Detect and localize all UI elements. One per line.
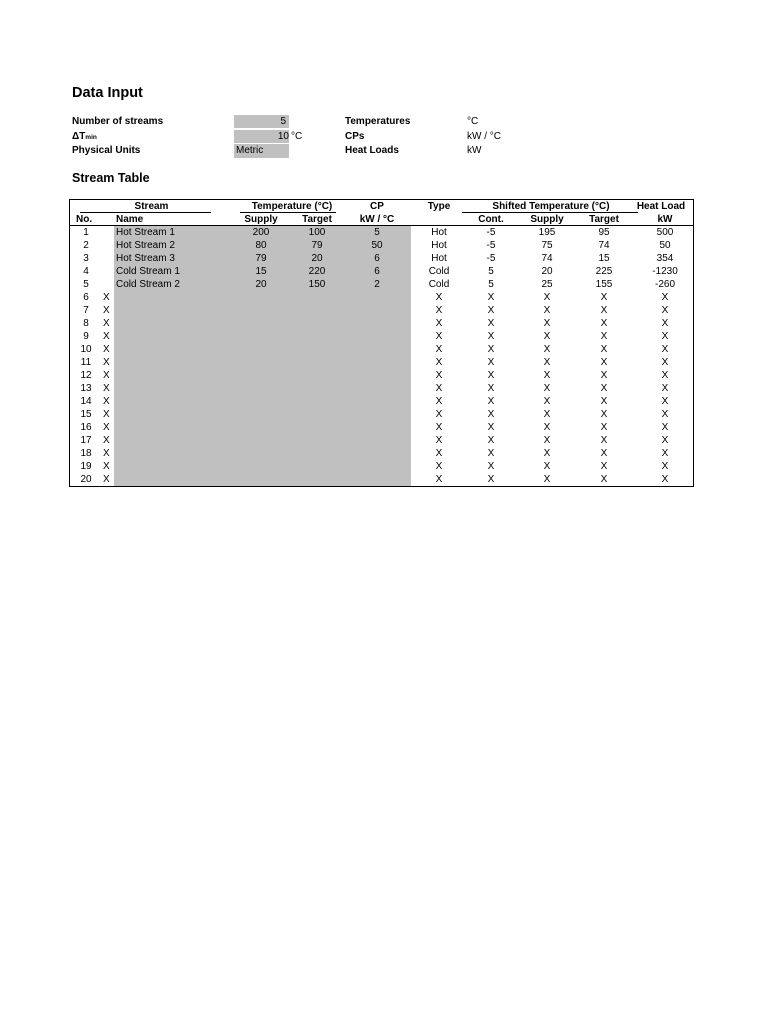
row-shifted-target: X — [600, 461, 608, 472]
row-heat-load: -260 — [654, 279, 675, 290]
row-shifted-supply: X — [543, 396, 551, 407]
row-cont: X — [487, 461, 495, 472]
row-name[interactable]: Hot Stream 2 — [116, 240, 175, 251]
row-cont: X — [487, 370, 495, 381]
row-name[interactable]: X — [103, 305, 110, 316]
row-target[interactable] — [292, 369, 342, 382]
row-name[interactable]: X — [103, 357, 110, 368]
row-supply[interactable] — [236, 356, 286, 369]
row-shifted-supply: 74 — [541, 253, 553, 264]
row-supply[interactable] — [236, 382, 286, 395]
row-shifted-target: X — [600, 370, 608, 381]
row-supply[interactable] — [236, 304, 286, 317]
row-type: X — [435, 461, 443, 472]
row-target[interactable] — [292, 304, 342, 317]
number-of-streams-input[interactable]: 5 — [234, 115, 289, 128]
dtmin-subscript: min — [85, 134, 97, 141]
row-type: X — [435, 383, 443, 394]
row-supply[interactable]: 80 — [255, 240, 267, 251]
row-cont: X — [487, 435, 495, 446]
row-supply[interactable]: 15 — [255, 266, 267, 277]
row-no: 13 — [80, 383, 92, 394]
row-supply[interactable] — [236, 434, 286, 447]
row-heat-load: X — [661, 318, 669, 329]
row-type: X — [435, 344, 443, 355]
row-shifted-target: 155 — [595, 279, 613, 290]
row-heat-load: X — [661, 474, 669, 485]
row-supply[interactable] — [236, 343, 286, 356]
header-no: No. — [76, 214, 93, 225]
row-shifted-supply: X — [543, 435, 551, 446]
row-supply[interactable] — [236, 317, 286, 330]
row-cp[interactable] — [352, 473, 402, 486]
number-of-streams-label: Number of streams — [72, 116, 164, 127]
row-target[interactable]: 100 — [308, 227, 326, 238]
row-shifted-target: 225 — [595, 266, 613, 277]
row-target[interactable]: 220 — [308, 266, 326, 277]
row-shifted-supply: X — [543, 448, 551, 459]
row-type: X — [435, 318, 443, 329]
row-heat-load: X — [661, 357, 669, 368]
row-no: 2 — [83, 240, 89, 251]
row-target[interactable] — [292, 330, 342, 343]
header-cont: Cont. — [478, 214, 504, 225]
row-target[interactable] — [292, 473, 342, 486]
row-heat-load: X — [661, 396, 669, 407]
header-cp: CP — [370, 201, 384, 212]
physical-units-input[interactable]: Metric — [234, 144, 289, 158]
row-cp[interactable] — [352, 460, 402, 473]
cps-label: CPs — [345, 131, 365, 142]
row-cp[interactable] — [352, 382, 402, 395]
header-cp-unit: kW / °C — [359, 214, 395, 225]
row-no: 4 — [83, 266, 89, 277]
row-shifted-target: 74 — [598, 240, 610, 251]
row-target[interactable] — [292, 395, 342, 408]
row-cont: X — [487, 318, 495, 329]
row-name[interactable]: Cold Stream 1 — [116, 266, 180, 277]
row-shifted-target: X — [600, 344, 608, 355]
row-heat-load: 354 — [656, 253, 674, 264]
row-cp[interactable] — [352, 356, 402, 369]
row-cont: X — [487, 409, 495, 420]
row-supply[interactable]: 20 — [255, 279, 267, 290]
row-heat-load: 500 — [656, 227, 674, 238]
row-cp[interactable] — [352, 408, 402, 421]
header-supply: Supply — [244, 214, 278, 225]
row-target[interactable] — [292, 408, 342, 421]
heat-loads-label: Heat Loads — [345, 145, 399, 156]
row-target[interactable] — [292, 447, 342, 460]
row-shifted-supply: X — [543, 331, 551, 342]
row-shifted-supply: X — [543, 344, 551, 355]
row-no: 10 — [80, 344, 92, 355]
row-type: Hot — [431, 227, 447, 238]
row-no: 18 — [80, 448, 92, 459]
row-cont: 5 — [488, 266, 494, 277]
row-name[interactable]: X — [103, 383, 110, 394]
row-no: 1 — [83, 227, 89, 238]
header-target: Target — [302, 214, 332, 225]
row-name[interactable]: Hot Stream 3 — [116, 253, 175, 264]
row-heat-load: X — [661, 422, 669, 433]
row-supply[interactable] — [236, 421, 286, 434]
temperatures-label: Temperatures — [345, 116, 411, 127]
row-target[interactable] — [292, 356, 342, 369]
row-no: 6 — [83, 292, 89, 303]
row-cp[interactable] — [352, 291, 402, 304]
stream-header-underline — [80, 212, 211, 213]
dtmin-label — [72, 131, 97, 142]
row-type: X — [435, 435, 443, 446]
header-name: Name — [116, 214, 144, 225]
row-name[interactable]: X — [103, 448, 110, 459]
row-shifted-supply: X — [543, 370, 551, 381]
row-no: 5 — [83, 279, 89, 290]
row-shifted-target: X — [600, 318, 608, 329]
row-name[interactable]: Hot Stream 1 — [116, 227, 175, 238]
row-name[interactable]: X — [103, 474, 110, 485]
row-no: 3 — [83, 253, 89, 264]
row-type: Cold — [428, 266, 450, 277]
row-supply[interactable] — [236, 408, 286, 421]
row-type: X — [435, 474, 443, 485]
row-shifted-target: X — [600, 383, 608, 394]
row-cp[interactable] — [352, 447, 402, 460]
header-type: Type — [427, 201, 451, 212]
row-shifted-supply: X — [543, 357, 551, 368]
row-cp[interactable] — [352, 304, 402, 317]
row-target[interactable]: 150 — [308, 279, 326, 290]
row-cont: -5 — [486, 253, 496, 264]
row-shifted-target: X — [600, 357, 608, 368]
stream-table-title: Stream Table — [72, 171, 150, 185]
cps-unit: kW / °C — [467, 131, 501, 142]
row-cont: X — [487, 305, 495, 316]
row-heat-load: 50 — [659, 240, 671, 251]
dtmin-input[interactable]: 10 — [234, 130, 289, 143]
row-target[interactable]: 79 — [311, 240, 323, 251]
row-cp[interactable] — [352, 330, 402, 343]
row-shifted-supply: X — [543, 461, 551, 472]
row-shifted-supply: X — [543, 305, 551, 316]
header-heat-load: Heat Load — [636, 201, 686, 212]
row-cont: 5 — [488, 279, 494, 290]
row-cont: X — [487, 422, 495, 433]
row-shifted-target: 15 — [598, 253, 610, 264]
row-no: 7 — [83, 305, 89, 316]
page-title: Data Input — [72, 85, 143, 101]
row-supply[interactable]: 200 — [252, 227, 270, 238]
row-cont: -5 — [486, 227, 496, 238]
row-name[interactable]: X — [103, 370, 110, 381]
row-type: X — [435, 292, 443, 303]
row-shifted-target: X — [600, 331, 608, 342]
row-cp[interactable] — [352, 317, 402, 330]
row-cp[interactable]: 5 — [374, 227, 380, 238]
row-shifted-target: X — [600, 448, 608, 459]
physical-units-label: Physical Units — [72, 145, 141, 156]
row-cont: X — [487, 474, 495, 485]
row-shifted-target: X — [600, 396, 608, 407]
row-cp[interactable] — [352, 395, 402, 408]
dtmin-symbol: ΔT — [72, 131, 86, 142]
row-shifted-supply: 20 — [541, 266, 553, 277]
row-cp[interactable] — [352, 421, 402, 434]
row-heat-load: X — [661, 292, 669, 303]
row-no: 11 — [80, 357, 92, 368]
row-shifted-supply: X — [543, 383, 551, 394]
stream-table — [69, 199, 694, 487]
row-type: X — [435, 370, 443, 381]
row-type: X — [435, 357, 443, 368]
row-heat-load: X — [661, 344, 669, 355]
row-name[interactable]: X — [103, 435, 110, 446]
row-type: X — [435, 448, 443, 459]
row-heat-load: X — [661, 409, 669, 420]
header-stream: Stream — [134, 201, 169, 212]
row-target[interactable] — [292, 291, 342, 304]
row-shifted-supply: X — [543, 318, 551, 329]
row-name[interactable]: X — [103, 292, 110, 303]
row-supply[interactable] — [236, 460, 286, 473]
header-temperature: Temperature (°C) — [251, 201, 333, 212]
row-shifted-supply: X — [543, 422, 551, 433]
row-no: 15 — [80, 409, 92, 420]
row-target[interactable] — [292, 421, 342, 434]
row-type: X — [435, 331, 443, 342]
row-no: 16 — [80, 422, 92, 433]
row-name[interactable]: X — [103, 331, 110, 342]
row-target[interactable] — [292, 343, 342, 356]
row-cont: X — [487, 396, 495, 407]
row-name[interactable]: X — [103, 409, 110, 420]
row-no: 9 — [83, 331, 89, 342]
row-cont: X — [487, 292, 495, 303]
row-shifted-target: 95 — [598, 227, 610, 238]
row-heat-load: X — [661, 370, 669, 381]
row-shifted-supply: X — [543, 292, 551, 303]
header-shifted-temperature: Shifted Temperature (°C) — [492, 201, 610, 212]
row-type: Hot — [431, 240, 447, 251]
row-no: 8 — [83, 318, 89, 329]
row-name[interactable]: X — [103, 422, 110, 433]
row-target[interactable] — [292, 317, 342, 330]
header-load-unit: kW — [657, 214, 673, 225]
row-name[interactable]: X — [103, 318, 110, 329]
row-target[interactable] — [292, 382, 342, 395]
row-supply[interactable] — [236, 291, 286, 304]
row-cp[interactable]: 50 — [371, 240, 383, 251]
dtmin-unit: °C — [291, 131, 303, 142]
row-target[interactable]: 20 — [311, 253, 323, 264]
row-name[interactable]: X — [103, 461, 110, 472]
row-heat-load: -1230 — [652, 266, 678, 277]
row-target[interactable] — [292, 434, 342, 447]
heat-loads-unit: kW — [467, 145, 482, 156]
row-supply[interactable] — [236, 330, 286, 343]
row-shifted-target: X — [600, 474, 608, 485]
row-type: X — [435, 305, 443, 316]
row-shifted-target: X — [600, 435, 608, 446]
row-cp[interactable] — [352, 434, 402, 447]
row-supply[interactable] — [236, 447, 286, 460]
header-shifted-target: Target — [589, 214, 619, 225]
row-shifted-supply: 25 — [541, 279, 553, 290]
row-supply[interactable]: 79 — [255, 253, 267, 264]
row-shifted-supply: X — [543, 409, 551, 420]
row-cont: X — [487, 383, 495, 394]
row-name[interactable]: Cold Stream 2 — [116, 279, 180, 290]
row-type: Cold — [428, 279, 450, 290]
row-no: 17 — [80, 435, 92, 446]
row-cont: X — [487, 448, 495, 459]
row-cp[interactable]: 2 — [374, 279, 380, 290]
temperatures-unit: °C — [467, 116, 479, 127]
row-no: 12 — [80, 370, 92, 381]
row-type: X — [435, 422, 443, 433]
row-shifted-supply: X — [543, 474, 551, 485]
row-cont: -5 — [486, 240, 496, 251]
row-cont: X — [487, 344, 495, 355]
row-cp[interactable]: 6 — [374, 266, 380, 277]
row-cp[interactable] — [352, 369, 402, 382]
row-name[interactable]: X — [103, 396, 110, 407]
row-target[interactable] — [292, 460, 342, 473]
row-shifted-target: X — [600, 422, 608, 433]
row-type: X — [435, 409, 443, 420]
row-shifted-supply: 75 — [541, 240, 553, 251]
row-cp[interactable] — [352, 343, 402, 356]
header-shifted-supply: Supply — [530, 214, 564, 225]
row-heat-load: X — [661, 435, 669, 446]
row-supply[interactable] — [236, 369, 286, 382]
row-no: 14 — [80, 396, 92, 407]
row-no: 19 — [80, 461, 92, 472]
row-shifted-target: X — [600, 292, 608, 303]
row-heat-load: X — [661, 448, 669, 459]
row-shifted-target: X — [600, 409, 608, 420]
row-heat-load: X — [661, 461, 669, 472]
row-cont: X — [487, 357, 495, 368]
row-cont: X — [487, 331, 495, 342]
row-cp[interactable]: 6 — [374, 253, 380, 264]
row-shifted-supply: 195 — [538, 227, 556, 238]
row-shifted-target: X — [600, 305, 608, 316]
row-heat-load: X — [661, 305, 669, 316]
row-name[interactable]: X — [103, 344, 110, 355]
row-heat-load: X — [661, 383, 669, 394]
row-supply[interactable] — [236, 473, 286, 486]
row-type: X — [435, 396, 443, 407]
row-no: 20 — [80, 474, 92, 485]
row-type: Hot — [431, 253, 447, 264]
row-heat-load: X — [661, 331, 669, 342]
row-supply[interactable] — [236, 395, 286, 408]
